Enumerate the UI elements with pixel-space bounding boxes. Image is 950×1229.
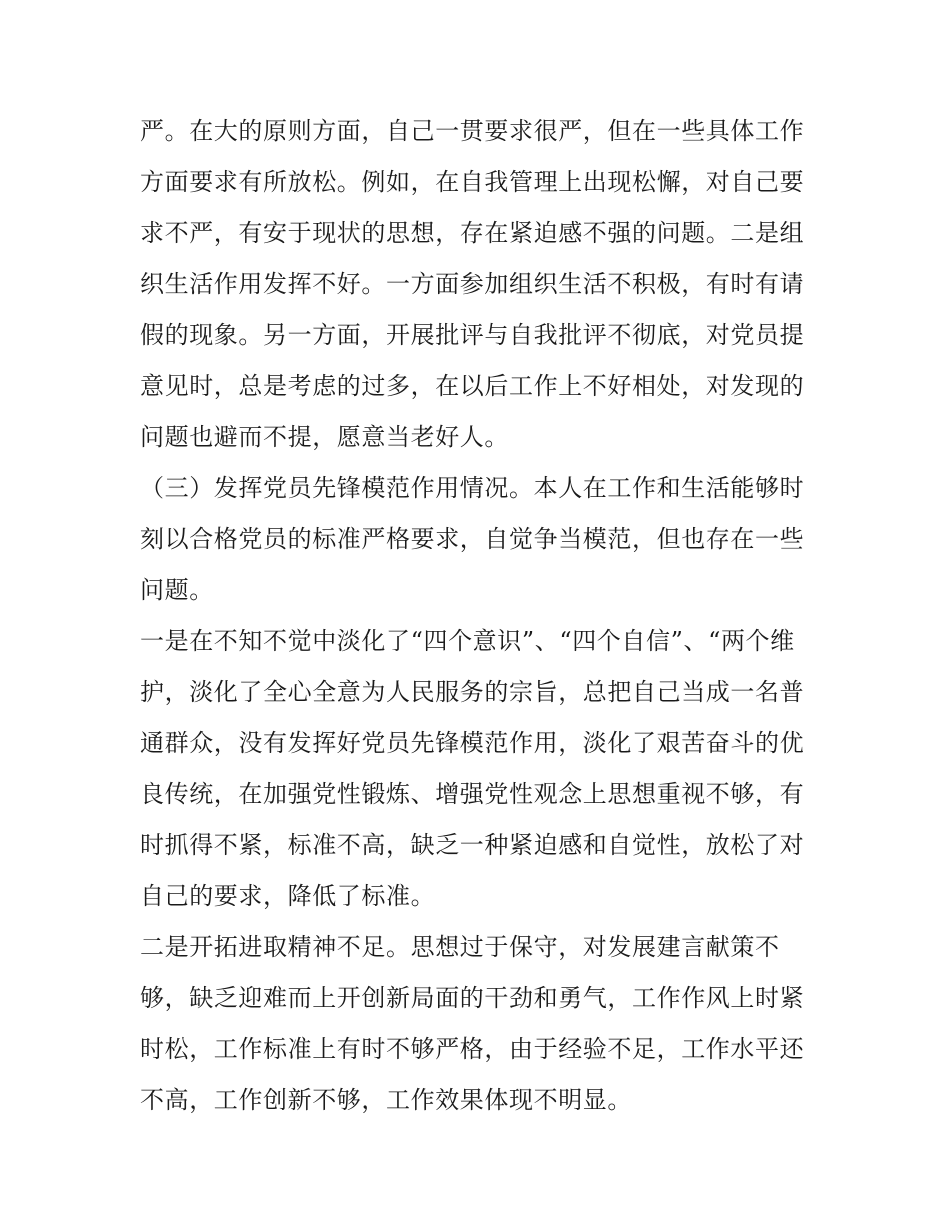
section-heading-line: （三）发挥党员先锋模范作用情况。本人在工作和生活能够时 bbox=[140, 474, 805, 502]
text-line: 问题。 bbox=[140, 576, 214, 604]
text-line: 不高，工作创新不够，工作效果体现不明显。 bbox=[140, 1086, 632, 1114]
text-line: 自己的要求，降低了标准。 bbox=[140, 882, 436, 910]
text-line: 刻以合格党员的标准严格要求，自觉争当模范，但也存在一些 bbox=[140, 525, 805, 553]
text-line: 良传统，在加强党性锻炼、增强党性观念上思想重视不够，有 bbox=[140, 780, 805, 808]
text-line: 方面要求有所放松。例如，在自我管理上出现松懈，对自己要 bbox=[140, 168, 805, 196]
text-line: 护，淡化了全心全意为人民服务的宗旨，总把自己当成一名普 bbox=[140, 678, 805, 706]
text-line: 时松，工作标准上有时不够严格，由于经验不足，工作水平还 bbox=[140, 1035, 805, 1063]
text-line: 够，缺乏迎难而上开创新局面的干劲和勇气，工作作风上时紧 bbox=[140, 984, 805, 1012]
text-line: 二是开拓进取精神不足。思想过于保守，对发展建言献策不 bbox=[140, 933, 780, 961]
text-line: 假的现象。另一方面，开展批评与自我批评不彻底，对党员提 bbox=[140, 321, 805, 349]
text-line: 织生活作用发挥不好。一方面参加组织生活不积极，有时有请 bbox=[140, 270, 805, 298]
text-line: 问题也避而不提，愿意当老好人。 bbox=[140, 423, 509, 451]
text-line: 意见时，总是考虑的过多，在以后工作上不好相处，对发现的 bbox=[140, 372, 805, 400]
text-line: 通群众，没有发挥好党员先锋模范作用，淡化了艰苦奋斗的优 bbox=[140, 729, 805, 757]
text-line: 一是在不知不觉中淡化了“四个意识”、“四个自信”、“两个维 bbox=[140, 627, 795, 655]
body-text bbox=[140, 106, 820, 1126]
text-line: 时抓得不紧，标准不高，缺乏一种紧迫感和自觉性，放松了对 bbox=[140, 831, 805, 859]
text-line: 严。在大的原则方面，自己一贯要求很严，但在一些具体工作 bbox=[140, 117, 805, 145]
text-line: 求不严，有安于现状的思想，存在紧迫感不强的问题。二是组 bbox=[140, 219, 805, 247]
